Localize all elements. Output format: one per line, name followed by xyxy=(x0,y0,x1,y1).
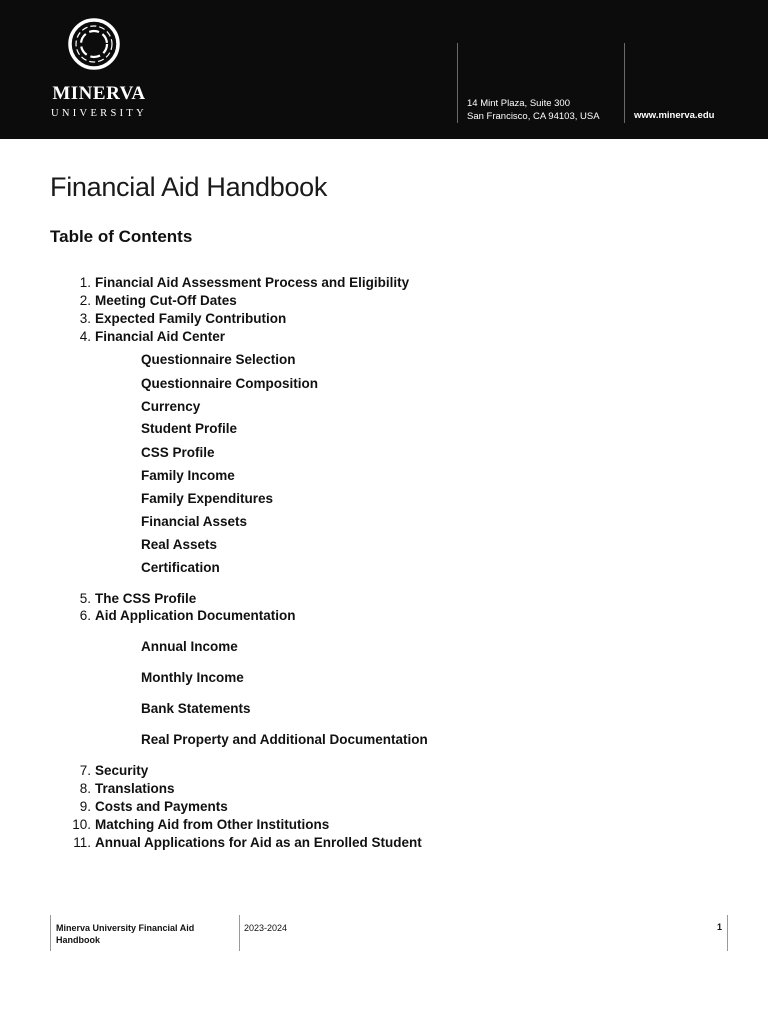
toc-item-number: 7. xyxy=(79,763,91,778)
footer-academic-year: 2023-2024 xyxy=(244,923,288,933)
toc-item-number: 11. xyxy=(73,835,91,850)
toc-subitem[interactable]: Questionnaire Selection xyxy=(141,352,296,367)
toc-item-number: 1. xyxy=(79,275,91,290)
toc-item-number: 9. xyxy=(79,799,91,814)
page-footer xyxy=(0,915,768,953)
toc-item-label: Matching Aid from Other Institutions xyxy=(95,817,330,832)
toc-item-label: Costs and Payments xyxy=(95,799,228,814)
toc-subitem[interactable]: Family Expenditures xyxy=(141,491,274,506)
toc-subitem[interactable]: Currency xyxy=(141,399,201,414)
logo-subtitle: UNIVERSITY xyxy=(51,108,147,119)
toc-subitem[interactable]: Real Property and Additional Documentation xyxy=(141,732,428,747)
toc-item-label: Translations xyxy=(95,781,175,796)
toc-item-number: 8. xyxy=(79,781,91,796)
toc-subitem[interactable]: Student Profile xyxy=(141,421,238,436)
toc-item-label: Annual Applications for Aid as an Enrolled Student xyxy=(95,835,422,850)
toc-subitem[interactable]: Monthly Income xyxy=(141,670,244,685)
toc-subitem[interactable]: Financial Assets xyxy=(141,514,248,529)
page-number: 1 xyxy=(716,922,722,932)
toc-subitem[interactable]: Real Assets xyxy=(141,537,218,552)
footer-divider xyxy=(50,915,51,951)
toc-item-label: Expected Family Contribution xyxy=(95,311,287,326)
toc-subitem[interactable]: Certification xyxy=(141,560,220,575)
footer-divider xyxy=(727,915,728,951)
address-line: San Francisco, CA 94103, USA xyxy=(467,111,600,122)
toc-item-number: 6. xyxy=(79,608,91,623)
toc-subitem[interactable]: Annual Income xyxy=(141,639,238,654)
website-link[interactable]: www.minerva.edu xyxy=(634,110,715,121)
footer-document-title: Minerva University Financial Aid Handbook xyxy=(56,923,195,945)
toc-item-number: 5. xyxy=(79,591,91,606)
toc-item-label: Financial Aid Center xyxy=(95,329,226,344)
toc-item-number: 3. xyxy=(79,311,91,326)
toc-subitem[interactable]: Questionnaire Composition xyxy=(141,376,319,391)
toc-heading: Table of Contents xyxy=(50,227,193,246)
toc-item-label: Security xyxy=(95,763,149,778)
toc-item-number: 2. xyxy=(79,293,91,308)
footer-divider xyxy=(239,915,240,951)
toc-item-number: 4. xyxy=(79,329,91,344)
toc-item-number: 10. xyxy=(72,817,91,832)
address-line: 14 Mint Plaza, Suite 300 xyxy=(467,98,570,109)
toc-subitem[interactable]: Family Income xyxy=(141,468,235,483)
logo-wordmark: MINERVA xyxy=(52,83,146,104)
toc-subitem[interactable]: CSS Profile xyxy=(141,445,215,460)
toc-item-label: Financial Aid Assessment Process and Eligibility xyxy=(95,275,410,290)
document-title: Financial Aid Handbook xyxy=(50,172,328,202)
toc-item-label: The CSS Profile xyxy=(95,591,197,606)
toc-item-label: Aid Application Documentation xyxy=(95,608,296,623)
toc-item-label: Meeting Cut-Off Dates xyxy=(95,293,237,308)
toc-subitem[interactable]: Bank Statements xyxy=(141,701,251,716)
